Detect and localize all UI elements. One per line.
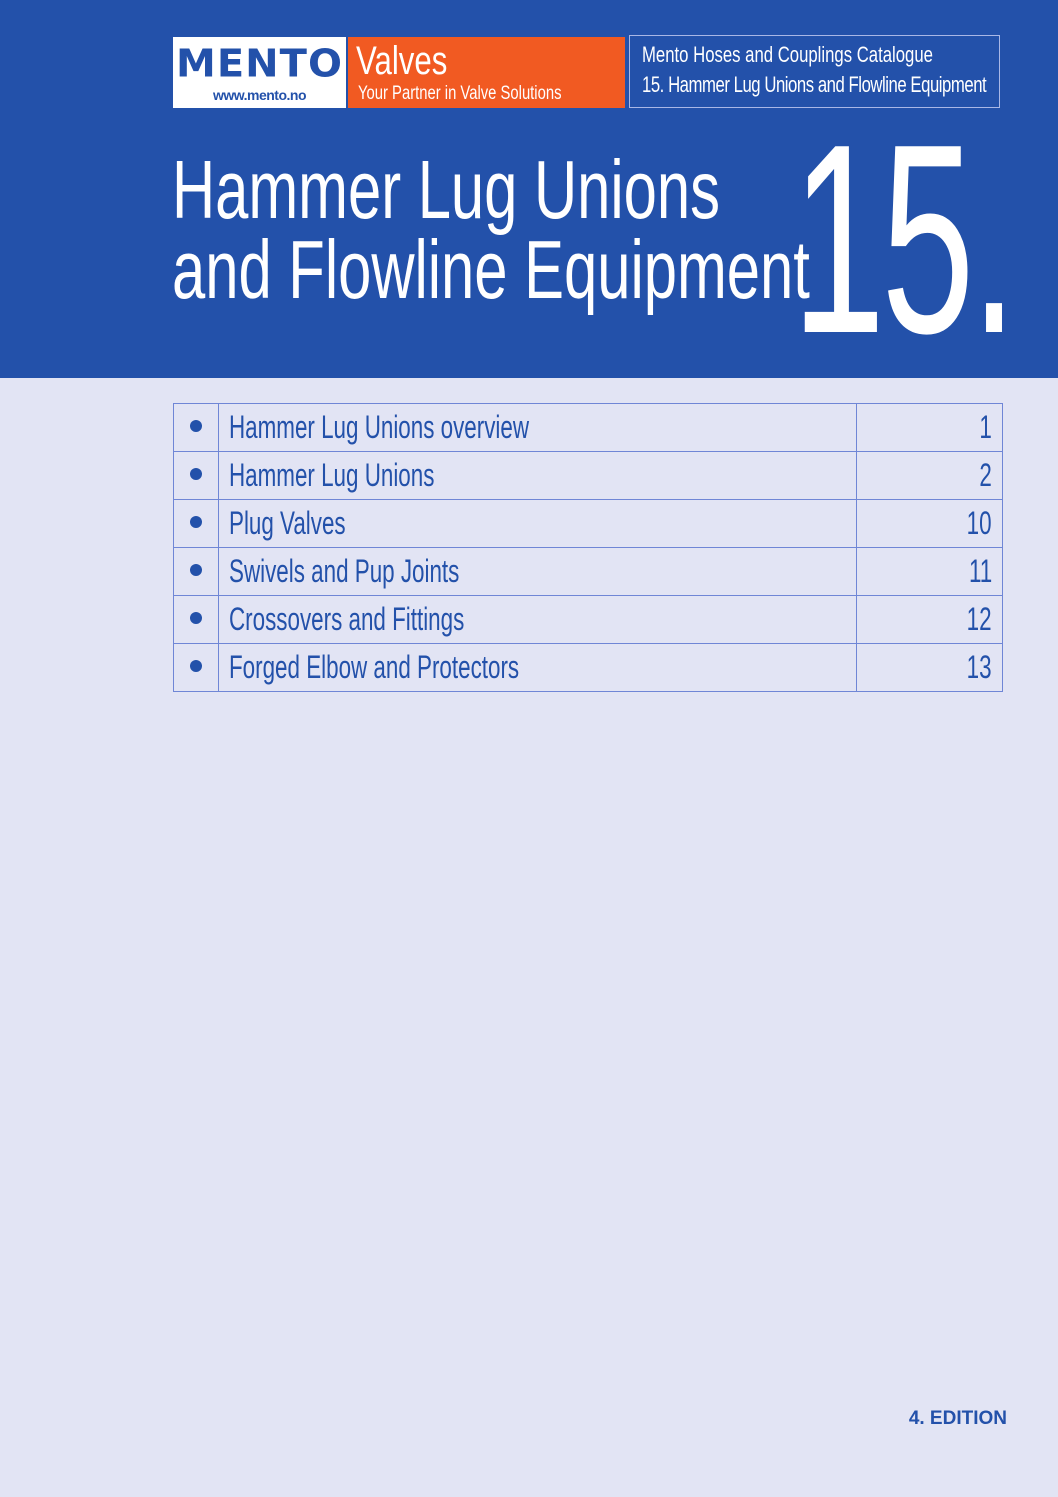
toc-bullet (174, 644, 219, 692)
toc-bullet (174, 596, 219, 644)
toc-label-cell (219, 548, 857, 596)
bullet-icon (190, 612, 202, 624)
toc-row[interactable] (174, 548, 1003, 596)
toc-page-number[interactable]: 10 (967, 505, 992, 541)
catalogue-name: Mento Hoses and Couplings Catalogue (642, 42, 933, 67)
website-url[interactable]: www.mento.no (212, 87, 307, 103)
chapter-title (172, 143, 810, 316)
toc-page-number[interactable]: 13 (967, 649, 992, 685)
toc-page-number[interactable]: 12 (967, 601, 992, 637)
toc-bullet (174, 452, 219, 500)
division-title: Valves (356, 39, 448, 83)
bullet-icon (190, 516, 202, 528)
toc-label-cell (219, 500, 857, 548)
toc-page-number[interactable]: 2 (979, 457, 992, 493)
toc-page-cell (857, 452, 1003, 500)
toc-label[interactable]: Hammer Lug Unions overview (229, 409, 530, 445)
toc-bullet (174, 404, 219, 452)
edition-label: 4. EDITION (908, 1408, 1007, 1429)
toc-label[interactable]: Plug Valves (229, 505, 346, 541)
toc-label[interactable]: Hammer Lug Unions (229, 457, 435, 493)
toc-label-cell (219, 404, 857, 452)
toc-row[interactable] (174, 404, 1003, 452)
logo-wordmark: MENTO (176, 42, 343, 86)
toc-page-cell (857, 404, 1003, 452)
bullet-icon (190, 468, 202, 480)
toc-page-cell (857, 500, 1003, 548)
catalogue-section: 15. Hammer Lug Unions and Flowline Equipment (642, 72, 987, 97)
header-banner (0, 0, 1058, 390)
brand-tagline: Your Partner in Valve Solutions (358, 83, 562, 104)
toc-page-cell (857, 596, 1003, 644)
toc-bullet (174, 500, 219, 548)
toc-bullet (174, 548, 219, 596)
valves-brand-box (348, 37, 625, 108)
chapter-title-line-2: and Flowline Equipment (172, 223, 810, 316)
toc-row[interactable] (174, 452, 1003, 500)
toc-label[interactable]: Forged Elbow and Protectors (229, 649, 520, 685)
toc-page-cell (857, 644, 1003, 692)
toc-row[interactable] (174, 644, 1003, 692)
toc-label[interactable]: Crossovers and Fittings (229, 601, 465, 637)
table-of-contents (173, 403, 1003, 692)
toc-label-cell (219, 596, 857, 644)
toc-label[interactable]: Swivels and Pup Joints (229, 553, 460, 589)
toc-label-cell (219, 452, 857, 500)
bullet-icon (190, 660, 202, 672)
toc-page-number[interactable]: 1 (979, 409, 992, 445)
chapter-title-line-1: Hammer Lug Unions (172, 143, 721, 236)
toc-label-cell (219, 644, 857, 692)
chapter-number: 15. (792, 89, 1014, 390)
bullet-icon (190, 420, 202, 432)
toc-page-cell (857, 548, 1003, 596)
toc-page-number[interactable]: 11 (968, 553, 992, 589)
toc-row[interactable] (174, 596, 1003, 644)
bullet-icon (190, 564, 202, 576)
toc-row[interactable] (174, 500, 1003, 548)
mento-logo[interactable] (173, 37, 346, 108)
